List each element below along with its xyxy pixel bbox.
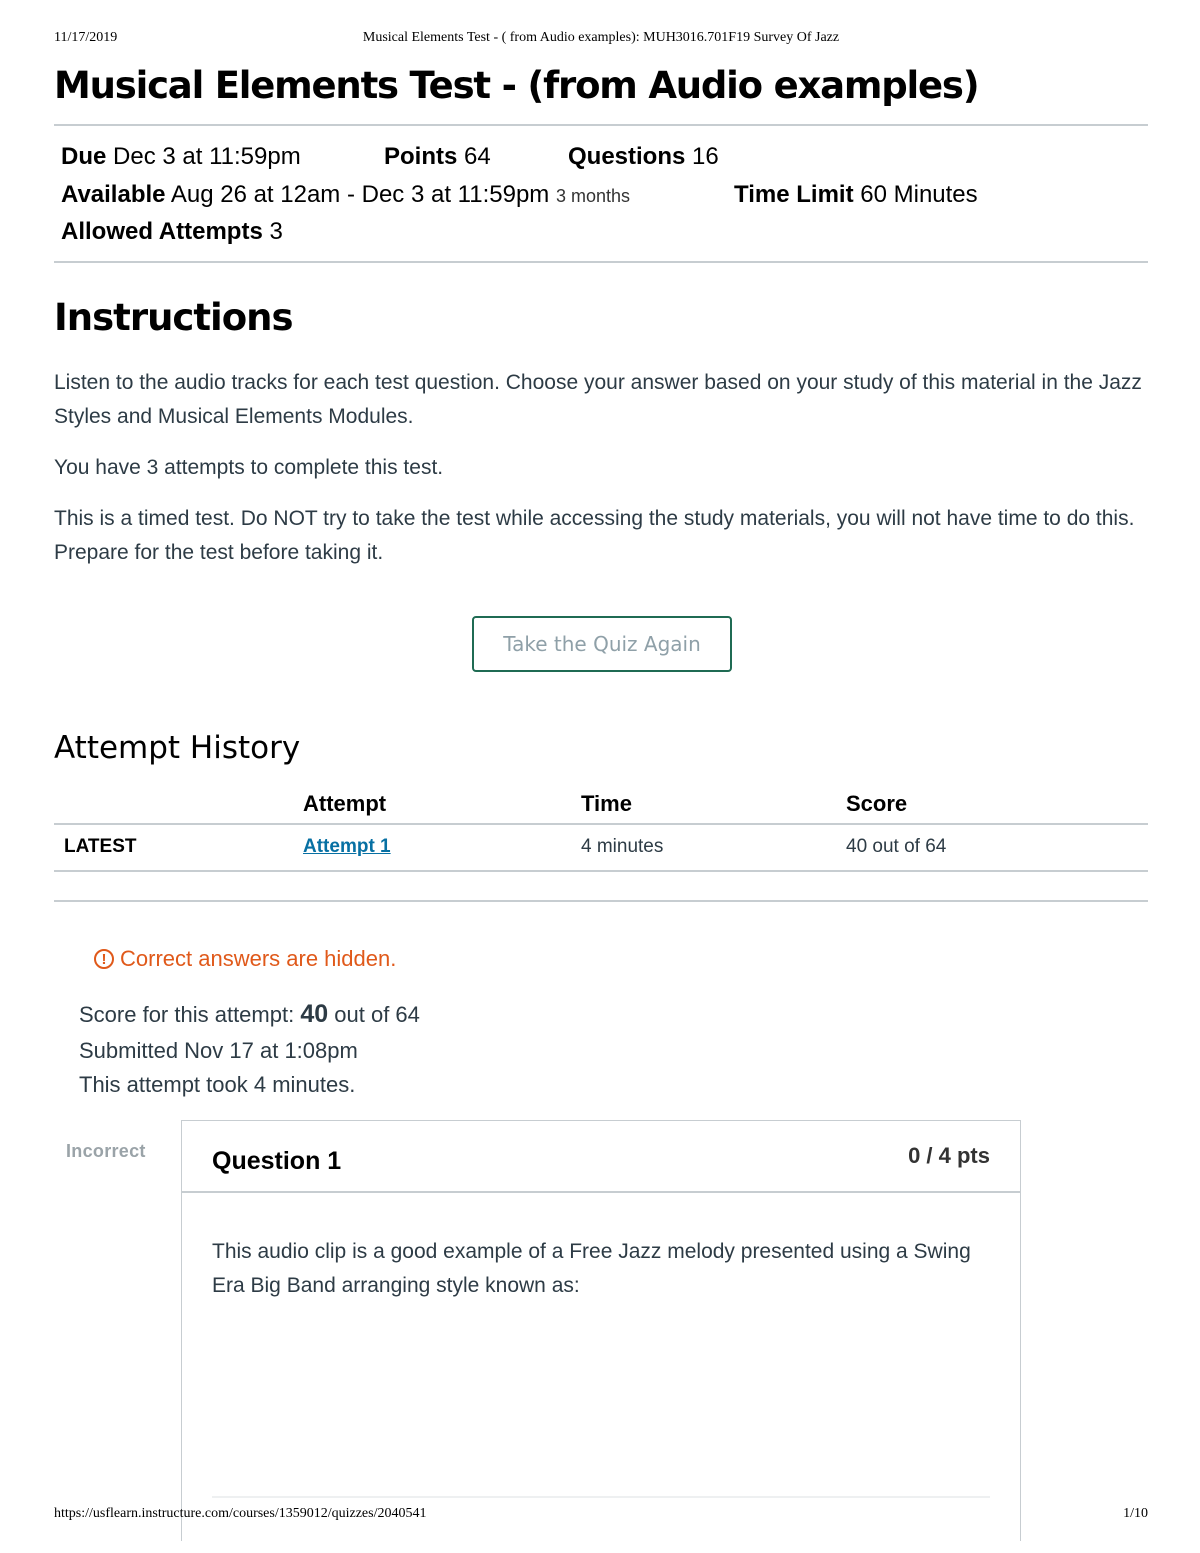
time-limit-value: 60 Minutes — [860, 181, 978, 208]
attempt-1-link[interactable]: Attempt 1 — [303, 836, 391, 857]
available-duration: 3 months — [555, 186, 631, 206]
instructions-paragraph: You have 3 attempts to complete this test. — [54, 456, 444, 479]
quiz-meta-questions — [568, 143, 719, 171]
available-label: Available — [61, 181, 166, 208]
time-limit-label: Time Limit — [734, 181, 854, 208]
quiz-meta-attempts — [61, 218, 283, 246]
questions-value: 16 — [692, 143, 719, 170]
print-url: https://usflearn.instructure.com/courses/1359012/quizzes/2040541 — [54, 1506, 427, 1521]
submitted-line: Submitted Nov 17 at 1:08pm — [79, 1038, 358, 1063]
points-value: 64 — [464, 143, 491, 170]
questions-label: Questions — [568, 143, 686, 170]
instructions-paragraph: This is a timed test. Do NOT try to take the test while accessing the study materials, you will not have time to do this. Prepare for the test before taking it. — [54, 507, 1135, 564]
alert-text: Correct answers are hidden. — [120, 946, 397, 971]
column-header-score: Score — [846, 791, 908, 816]
column-header-time: Time — [581, 791, 632, 816]
score-suffix: out of 64 — [334, 1002, 420, 1027]
column-header-attempt: Attempt — [303, 791, 387, 816]
table-row-rule — [54, 870, 1148, 872]
score-prefix: Score for this attempt: — [79, 1002, 295, 1027]
quiz-meta-points — [384, 143, 491, 171]
due-value: Dec 3 at 11:59pm — [113, 143, 301, 170]
page-number: 1/10 — [1123, 1506, 1148, 1521]
print-footer — [54, 1506, 1148, 1526]
attempt-time: 4 minutes — [581, 836, 664, 857]
quiz-meta-row-1 — [61, 143, 301, 171]
quiz-meta-time-limit — [734, 181, 978, 209]
instructions-paragraph: Listen to the audio tracks for each test question. Choose your answer based on your study of this material in the Jazz Styles and Musical Elements Modules. — [54, 371, 1142, 428]
question-header — [182, 1121, 1020, 1193]
points-label: Points — [384, 143, 458, 170]
question-divider — [212, 1496, 990, 1498]
instructions-heading: Instructions — [54, 296, 293, 339]
attempt-history-heading: Attempt History — [54, 730, 301, 766]
attempt-score-line — [79, 1000, 420, 1029]
latest-badge: LATEST — [64, 836, 137, 857]
exclamation-circle-icon: ! — [94, 949, 114, 969]
available-value: Aug 26 at 12am - Dec 3 at 11:59pm — [170, 181, 550, 208]
question-text: This audio clip is a good example of a Free Jazz melody presented using a Swing Era Big Band arranging style known as: — [212, 1240, 971, 1297]
question-card — [181, 1120, 1021, 1541]
question-title: Question 1 — [212, 1147, 342, 1175]
table-header-rule — [54, 823, 1148, 825]
question-points: 0 / 4 pts — [908, 1143, 990, 1168]
divider — [54, 261, 1148, 263]
take-quiz-again-button[interactable]: Take the Quiz Again — [472, 616, 732, 672]
divider — [54, 900, 1148, 902]
attempt-duration-line: This attempt took 4 minutes. — [79, 1072, 356, 1097]
question-status-badge: Incorrect — [66, 1141, 146, 1161]
attempt-score: 40 out of 64 — [846, 836, 947, 857]
print-header — [54, 30, 1148, 50]
allowed-attempts-value: 3 — [269, 218, 283, 245]
print-title: Musical Elements Test - ( from Audio examples): MUH3016.701F19 Survey Of Jazz — [362, 30, 840, 45]
allowed-attempts-label: Allowed Attempts — [61, 218, 263, 245]
print-date: 11/17/2019 — [54, 30, 118, 45]
correct-answers-hidden-alert — [94, 946, 396, 972]
quiz-meta-available — [61, 181, 630, 209]
due-label: Due — [61, 143, 107, 170]
score-value: 40 — [300, 1000, 329, 1028]
divider — [54, 124, 1148, 126]
page-title: Musical Elements Test - (from Audio examples) — [54, 64, 979, 107]
